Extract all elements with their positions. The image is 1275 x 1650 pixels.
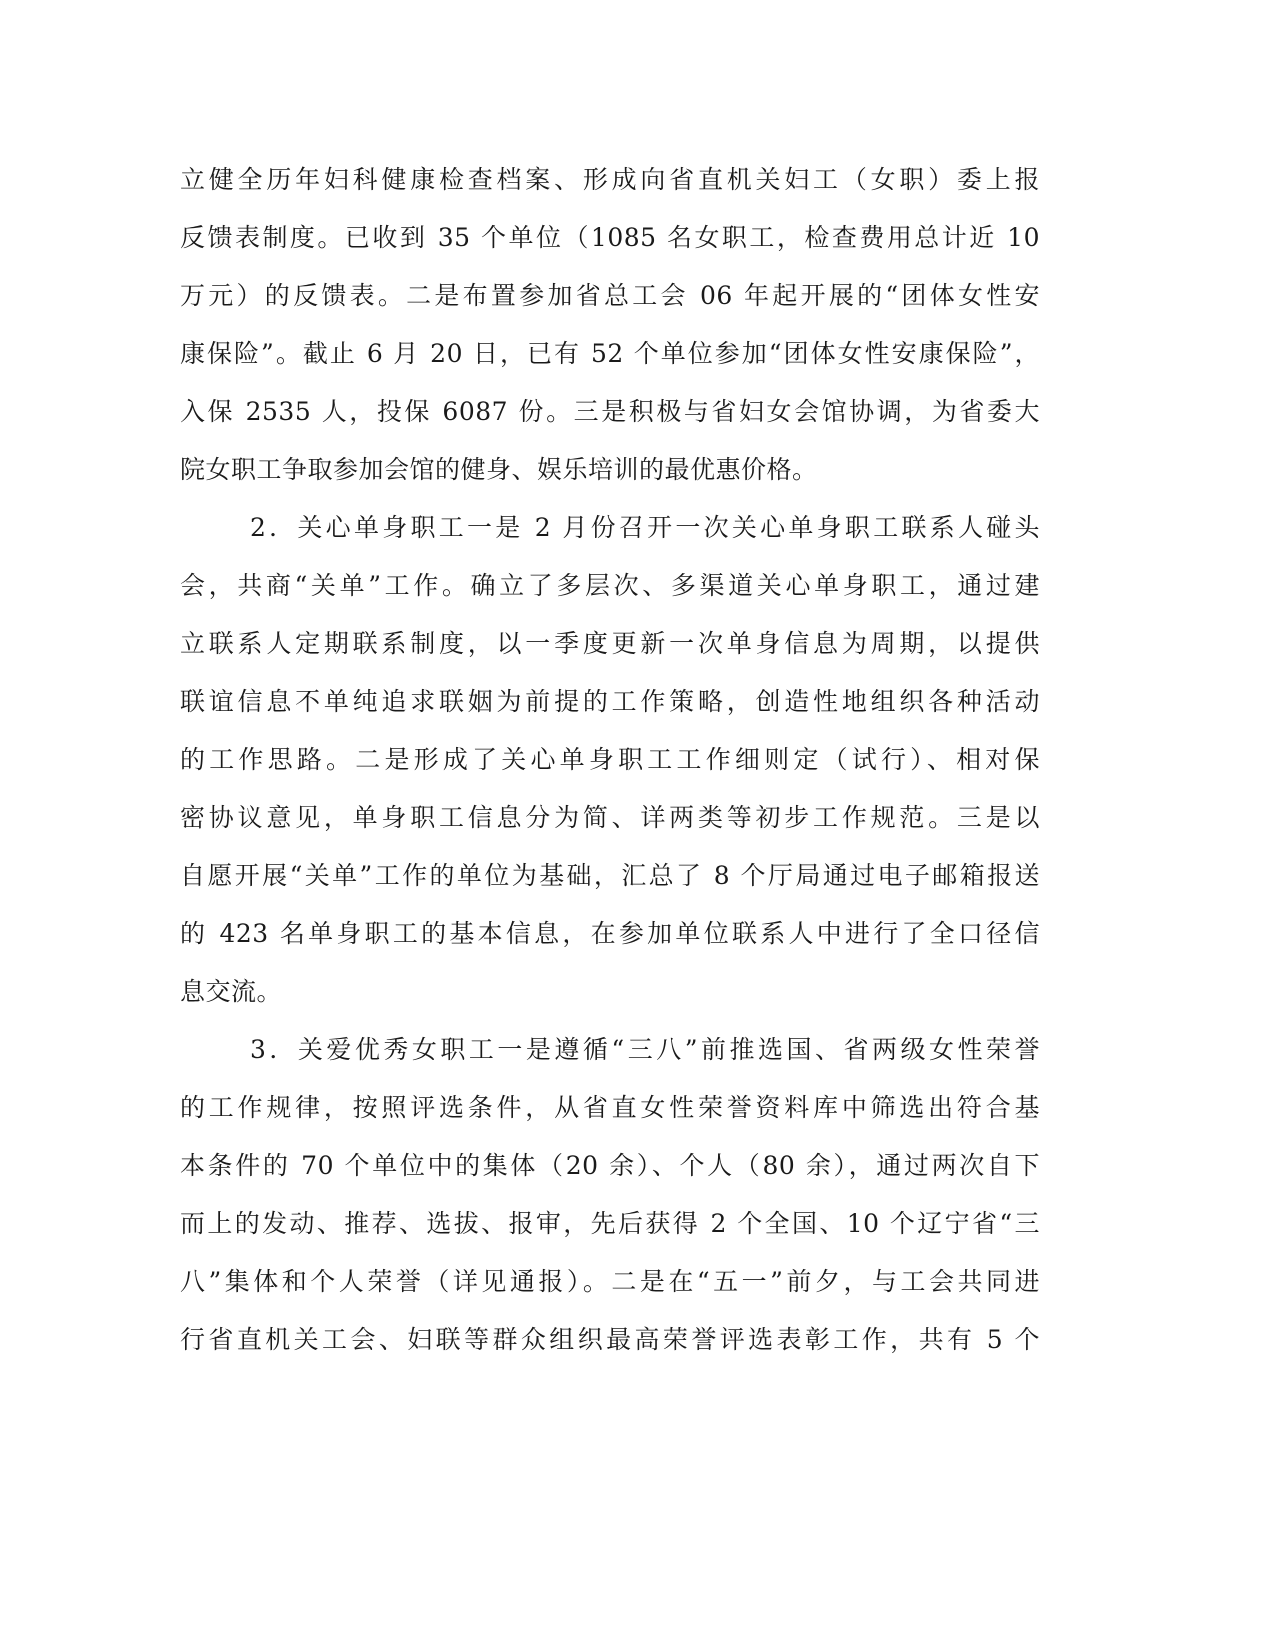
text-line: 的工作规律，按照评选条件，从省直女性荣誉资料库中筛选出符合基 <box>180 1093 1040 1122</box>
text-line: 的 423 名单身职工的基本信息，在参加单位联系人中进行了全口径信 <box>180 919 1040 948</box>
text-line: 院女职工争取参加会馆的健身、娱乐培训的最优惠价格。 <box>180 455 818 484</box>
text-line: 立联系人定期联系制度，以一季度更新一次单身信息为周期，以提供 <box>180 629 1040 658</box>
text-line: 而上的发动、推荐、选拔、报审，先后获得 2 个全国、10 个辽宁省“三 <box>180 1209 1040 1238</box>
text-line: 行省直机关工会、妇联等群众组织最高荣誉评选表彰工作，共有 5 个 <box>180 1325 1040 1354</box>
text-line: 息交流。 <box>180 977 283 1006</box>
text-line: 万元）的反馈表。二是布置参加省总工会 06 年起开展的“团体女性安 <box>180 281 1040 310</box>
text-line: 八”集体和个人荣誉（详见通报）。二是在“五一”前夕，与工会共同进 <box>180 1267 1040 1296</box>
text-line: 3．关爱优秀女职工一是遵循“三八”前推选国、省两级女性荣誉 <box>250 1035 1040 1064</box>
text-line: 密协议意见，单身职工信息分为简、详两类等初步工作规范。三是以 <box>180 803 1040 832</box>
paragraph-outstanding-women <box>180 1021 1040 1369</box>
document-page <box>180 151 1040 1369</box>
text-line: 自愿开展“关单”工作的单位为基础，汇总了 8 个厅局通过电子邮箱报送 <box>180 861 1040 890</box>
text-line: 本条件的 70 个单位中的集体（20 余）、个人（80 余），通过两次自下 <box>180 1151 1040 1180</box>
text-line: 反馈表制度。已收到 35 个单位（1085 名女职工，检查费用总计近 10 <box>180 223 1040 252</box>
text-line: 立健全历年妇科健康检查档案、形成向省直机关妇工（女职）委上报 <box>180 165 1040 194</box>
text-line: 2．关心单身职工一是 2 月份召开一次关心单身职工联系人碰头 <box>250 513 1040 542</box>
text-line: 的工作思路。二是形成了关心单身职工工作细则定（试行）、相对保 <box>180 745 1040 774</box>
text-line: 会，共商“关单”工作。确立了多层次、多渠道关心单身职工，通过建 <box>180 571 1040 600</box>
paragraph-single-employees <box>180 499 1040 1021</box>
paragraph-women-health <box>180 151 1040 499</box>
text-line: 入保 2535 人，投保 6087 份。三是积极与省妇女会馆协调，为省委大 <box>180 397 1040 426</box>
text-line: 联谊信息不单纯追求联姻为前提的工作策略，创造性地组织各种活动 <box>180 687 1040 716</box>
text-line: 康保险”。截止 6 月 20 日，已有 52 个单位参加“团体女性安康保险”， <box>180 339 1040 368</box>
